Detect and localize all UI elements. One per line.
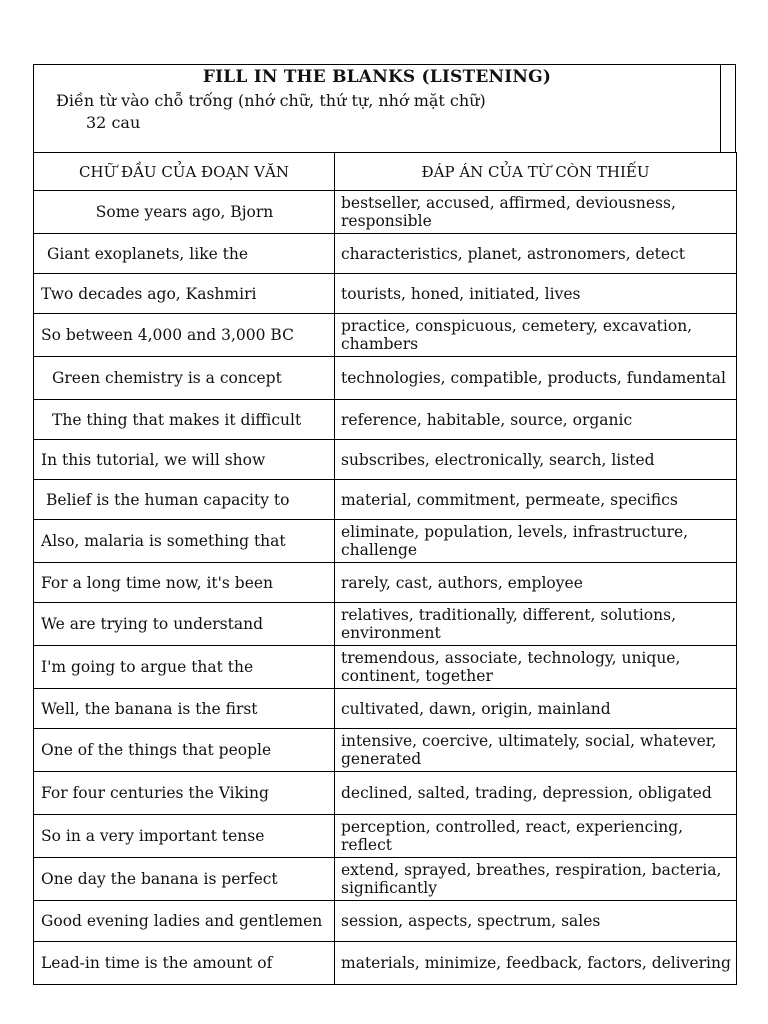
missing-words: relatives, traditionally, different, solutions, environment	[335, 603, 737, 646]
missing-words: practice, conspicuous, cemetery, excavation, chambers	[335, 314, 737, 357]
passage-start: I'm going to argue that the	[34, 646, 335, 689]
missing-words: eliminate, population, levels, infrastructure, challenge	[335, 520, 737, 563]
missing-words: declined, salted, trading, depression, obligated	[335, 772, 737, 815]
column-header-answers: ĐÁP ÁN CỦA TỪ CÒN THIẾU	[335, 153, 737, 191]
missing-words: session, aspects, spectrum, sales	[335, 901, 737, 942]
passage-start: Well, the banana is the first	[34, 689, 335, 729]
passage-start: So between 4,000 and 3,000 BC	[34, 314, 335, 357]
passage-start: For four centuries the Viking	[34, 772, 335, 815]
answer-table	[33, 152, 737, 985]
table-row	[34, 646, 737, 689]
missing-words: tremendous, associate, technology, unique, continent, together	[335, 646, 737, 689]
table-row	[34, 400, 737, 440]
table-row	[34, 563, 737, 603]
missing-words: tourists, honed, initiated, lives	[335, 274, 737, 314]
table-row	[34, 191, 737, 234]
missing-words: extend, sprayed, breathes, respiration, bacteria, significantly	[335, 858, 737, 901]
passage-start: The thing that makes it difficult	[34, 400, 335, 440]
table-row	[34, 274, 737, 314]
table-row	[34, 440, 737, 480]
header-divider	[720, 65, 721, 153]
missing-words: materials, minimize, feedback, factors, delivering	[335, 942, 737, 985]
document-title: FILL IN THE BLANKS (LISTENING)	[202, 67, 552, 87]
instructions: Điền từ vào chỗ trống (nhớ chữ, thứ tự, nhớ mặt chữ)	[56, 91, 486, 110]
passage-start: One of the things that people	[34, 729, 335, 772]
table-row	[34, 603, 737, 646]
table-row	[34, 942, 737, 985]
table-row	[34, 689, 737, 729]
table-row	[34, 815, 737, 858]
passage-start: Some years ago, Bjorn	[34, 191, 335, 234]
table-row	[34, 772, 737, 815]
passage-start: Belief is the human capacity to	[34, 480, 335, 520]
column-header-start: CHỮ ĐẦU CỦA ĐOẠN VĂN	[34, 153, 335, 191]
missing-words: characteristics, planet, astronomers, detect	[335, 234, 737, 274]
passage-start: Also, malaria is something that	[34, 520, 335, 563]
table-header-row	[34, 153, 737, 191]
worksheet	[33, 64, 736, 985]
table-row	[34, 357, 737, 400]
passage-start: We are trying to understand	[34, 603, 335, 646]
missing-words: intensive, coercive, ultimately, social, whatever, generated	[335, 729, 737, 772]
missing-words: rarely, cast, authors, employee	[335, 563, 737, 603]
table-row	[34, 858, 737, 901]
passage-start: One day the banana is perfect	[34, 858, 335, 901]
table-row	[34, 520, 737, 563]
missing-words: reference, habitable, source, organic	[335, 400, 737, 440]
table-row	[34, 901, 737, 942]
passage-start: So in a very important tense	[34, 815, 335, 858]
missing-words: cultivated, dawn, origin, mainland	[335, 689, 737, 729]
passage-start: Giant exoplanets, like the	[34, 234, 335, 274]
passage-start: In this tutorial, we will show	[34, 440, 335, 480]
table-row	[34, 729, 737, 772]
table-row	[34, 314, 737, 357]
worksheet-header	[33, 64, 736, 152]
missing-words: subscribes, electronically, search, listed	[335, 440, 737, 480]
passage-start: For a long time now, it's been	[34, 563, 335, 603]
passage-start: Two decades ago, Kashmiri	[34, 274, 335, 314]
table-row	[34, 234, 737, 274]
missing-words: technologies, compatible, products, fundamental	[335, 357, 737, 400]
passage-start: Good evening ladies and gentlemen	[34, 901, 335, 942]
question-count: 32 cau	[86, 113, 141, 132]
missing-words: bestseller, accused, affirmed, deviousness, responsible	[335, 191, 737, 234]
passage-start: Lead-in time is the amount of	[34, 942, 335, 985]
missing-words: perception, controlled, react, experiencing, reflect	[335, 815, 737, 858]
missing-words: material, commitment, permeate, specifics	[335, 480, 737, 520]
passage-start: Green chemistry is a concept	[34, 357, 335, 400]
table-row	[34, 480, 737, 520]
